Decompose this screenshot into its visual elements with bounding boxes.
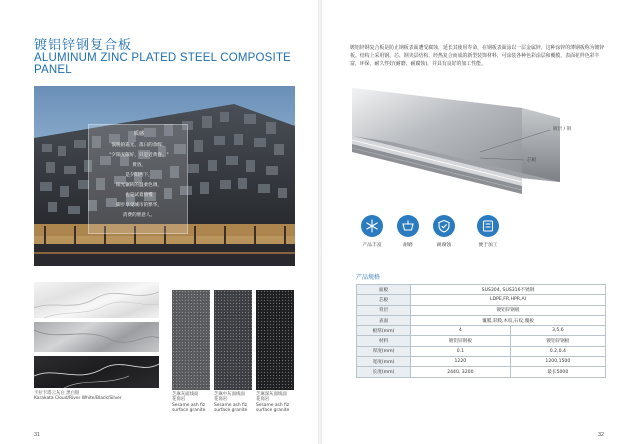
- page-title-en: ALUMINUM ZINC PLATED STEEL COMPOSITE PANEL: [34, 52, 292, 76]
- caption-line: surface granite: [172, 408, 206, 414]
- snowflake-icon: [361, 215, 383, 237]
- granite-swatch-light: [172, 290, 210, 390]
- spec-value-cell: LDPE,FR,HPR,AI: [411, 295, 606, 305]
- spec-key-cell: 面板: [357, 285, 411, 295]
- marble-swatch-black: [34, 356, 159, 388]
- spec-value-cell: 0.2,0.4: [510, 346, 605, 356]
- overlay-line: 悯晚的霞光、落日的余晖、: [111, 143, 167, 148]
- table-row: [357, 295, 606, 305]
- spec-key-cell: 表面: [357, 315, 411, 325]
- feature-label: 产品丰富: [362, 243, 382, 248]
- table-row: [357, 346, 606, 356]
- spec-key-cell: 厚度(mm): [357, 346, 411, 356]
- callout-core-label: 芯板: [527, 158, 537, 163]
- spec-value-cell: 1200,1500: [510, 357, 605, 367]
- table-row: [357, 315, 606, 325]
- marble-swatch-grey: [34, 322, 159, 352]
- spec-key-cell: 材料: [357, 336, 411, 346]
- overlay-line: 也是试着放慢: [125, 193, 153, 198]
- swatch-caption: [256, 392, 289, 414]
- spec-key-cell: 宽度(mm): [357, 357, 411, 367]
- spec-value-cell: 3,5,6: [510, 326, 605, 336]
- caption-line: 芝麻灰面线面: [172, 392, 199, 397]
- bowl-icon: [397, 215, 419, 237]
- overlay-heading: 质感: [133, 131, 145, 137]
- building-photo: [34, 86, 295, 266]
- spec-value-cell: 4: [411, 326, 511, 336]
- feature-wear-resistant: [388, 215, 428, 263]
- feature-label: 耐磨: [403, 243, 413, 248]
- caption-line: Sesame ash fiz: [172, 402, 206, 408]
- caption-line: Sesame ash fiz: [214, 402, 248, 408]
- marble-swatch-white: [34, 282, 159, 318]
- page-number-left: 31: [34, 432, 41, 438]
- feature-corrosion-resistant: [424, 215, 464, 263]
- table-row: [357, 305, 606, 315]
- overlay-line: 脚步享受城市的繁华，: [116, 203, 162, 208]
- hero-text-overlay: [88, 124, 188, 234]
- spec-value-cell: 0.1: [411, 346, 511, 356]
- spec-value-cell: 镀铝锌钢板: [411, 305, 606, 315]
- spec-table: [356, 284, 606, 378]
- caption-line: 卡拉卡塔云灰白 黑白银: [34, 391, 80, 396]
- spec-key-cell: 背层: [357, 305, 411, 315]
- spec-section-title: 产品规格: [356, 274, 381, 281]
- caption-line: 花岗岩: [214, 397, 228, 403]
- overlay-line: 黄昏，: [132, 163, 146, 168]
- tool-icon: [477, 215, 499, 237]
- spec-value-cell: 最长5000: [510, 367, 605, 377]
- overlay-line: 消费的惬意人。: [122, 213, 156, 218]
- spec-value-cell: 1220: [411, 357, 511, 367]
- swatch-caption: [214, 392, 247, 414]
- callout-skin-label: 镀层 / 钢: [553, 127, 572, 132]
- overlay-line: 是夕阳西下，: [125, 173, 153, 178]
- overlay-line: 阳光辗转的温柔色调，: [116, 183, 162, 188]
- shield-icon: [433, 215, 455, 237]
- caption-line: Karakata Cloud/River White/Black/Silver: [34, 396, 122, 402]
- spec-value-cell: 2440, 3200: [411, 367, 511, 377]
- caption-line: 花岗岩: [256, 397, 270, 403]
- table-row: [357, 367, 606, 377]
- caption-line: surface granite: [214, 408, 248, 414]
- feature-easy-processing: [468, 215, 508, 263]
- caption-line: 花岗岩: [172, 397, 186, 403]
- spec-value-cell: 覆膜,彩膜,木纹,石纹,覆板: [411, 315, 606, 325]
- granite-swatch-dark: [256, 290, 294, 390]
- swatch-caption: [34, 391, 122, 402]
- spec-value-cell: 镀铝锌钢板: [411, 336, 511, 346]
- product-intro: 镀铝锌钢复合板是防止钢板表面遭受腐蚀，延长其使用寿命，在钢板表面涂以一层金属锌，这种涂锌的薄钢板称为镀锌板。结构上采用钢、芯、钢夹层结构，经热复合而成的新型装饰材料，可涂装各种色彩涂层和覆膜，表面花样色彩丰富，环保，耐久性好(耐磨，耐腐蚀)，并具有良好的加工性能。: [350, 45, 605, 67]
- table-row: [357, 285, 606, 295]
- spec-key-cell: 板厚(mm): [357, 326, 411, 336]
- caption-line: surface granite: [256, 408, 290, 414]
- overlay-line: "夕阳无限好，只是近黄昏。": [109, 153, 169, 158]
- caption-line: 芝麻中灰面线面: [214, 392, 245, 397]
- spec-key-cell: 长度(mm): [357, 367, 411, 377]
- spec-key-cell: 芯板: [357, 295, 411, 305]
- granite-swatch-medium: [214, 290, 252, 390]
- swatch-caption: [172, 392, 205, 414]
- page-number-right: 32: [598, 432, 605, 438]
- feature-rich-products: [352, 215, 392, 263]
- table-row: [357, 336, 606, 346]
- table-row: [357, 357, 606, 367]
- caption-line: 芝麻深灰面线面: [256, 392, 287, 397]
- feature-label: 耐腐蚀: [436, 243, 452, 248]
- table-row: [357, 326, 606, 336]
- spec-value-cell: 镀铝锌钢板: [510, 336, 605, 346]
- page-title-cn: 镀铝锌钢复合板: [34, 38, 133, 53]
- feature-label: 便于加工: [478, 243, 498, 248]
- caption-line: Sesame ash fiz: [256, 402, 290, 408]
- spec-value-cell: SUS304, SUS316不锈钢: [411, 285, 606, 295]
